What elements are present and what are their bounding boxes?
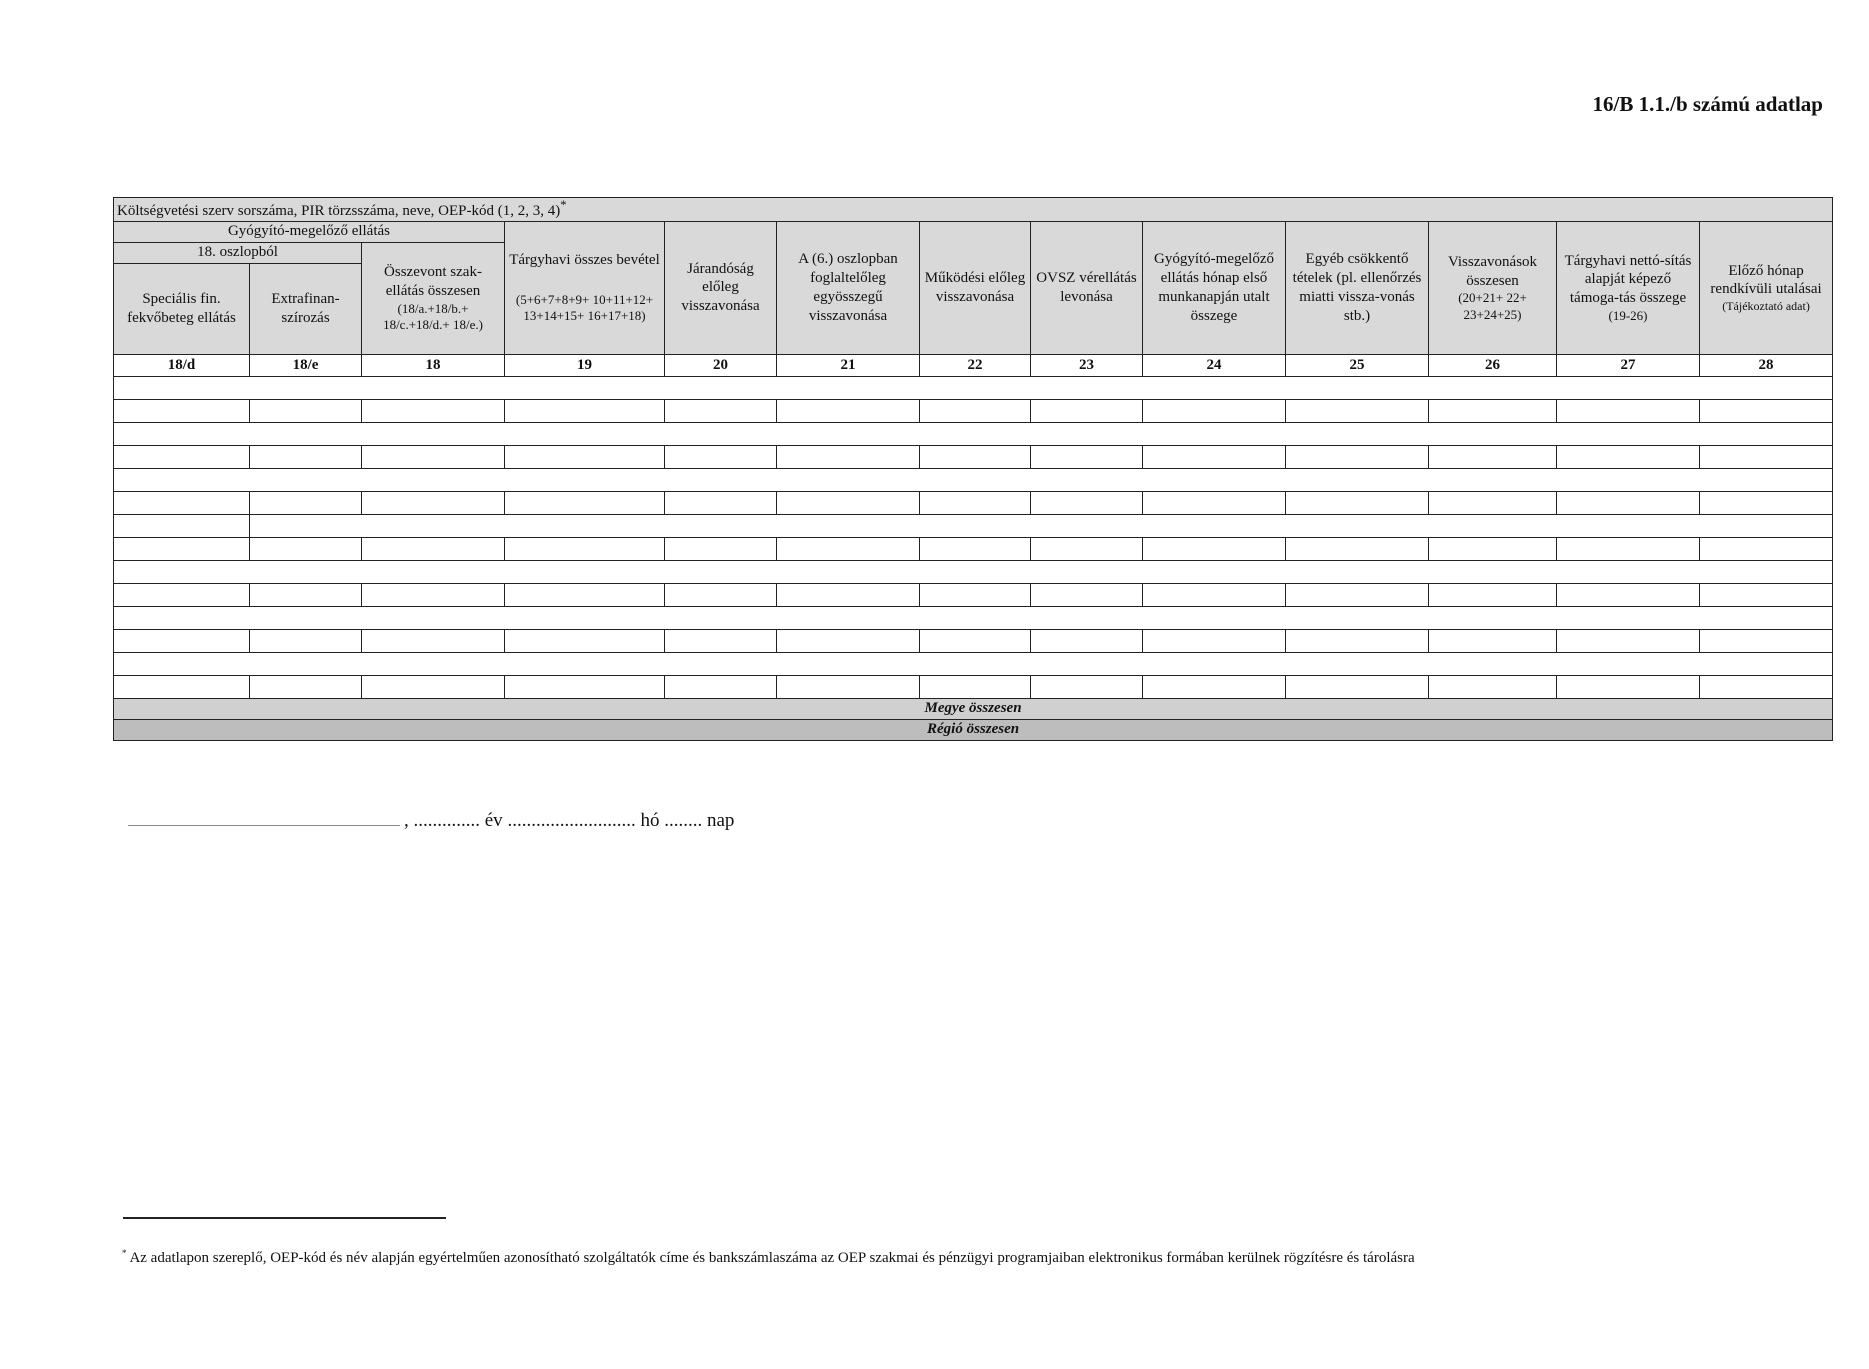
table-cell[interactable] (1031, 399, 1143, 422)
table-cell[interactable] (114, 583, 250, 606)
column-number: 21 (777, 354, 920, 376)
signature-line: , .............. év ........................... hó ........ nap (128, 810, 734, 832)
table-cell[interactable] (362, 537, 505, 560)
table-cell[interactable] (505, 675, 665, 698)
column-number: 23 (1031, 354, 1143, 376)
data-sheet-table (113, 197, 1833, 741)
table-cell[interactable] (114, 652, 1833, 675)
table-cell[interactable] (665, 399, 777, 422)
table-cell[interactable] (1700, 583, 1833, 606)
table-cell[interactable] (1700, 675, 1833, 698)
table-cell[interactable] (665, 491, 777, 514)
column-number-row (114, 354, 1833, 376)
table-cell[interactable] (114, 629, 250, 652)
day-label: nap (706, 810, 735, 831)
table-cell[interactable] (1143, 675, 1286, 698)
table-row (114, 491, 1833, 514)
table-cell[interactable] (114, 514, 250, 537)
table-row (114, 514, 1833, 537)
table-cell[interactable] (114, 537, 250, 560)
header-col-18-label: Összevont szak-ellátás összesen (384, 264, 482, 299)
table-cell[interactable] (250, 445, 362, 468)
header-col-18-formula: (18/a.+18/b.+ 18/c.+18/d.+ 18/e.) (383, 300, 483, 332)
table-row (114, 560, 1833, 583)
table-cell[interactable] (114, 606, 1833, 629)
table-cell[interactable] (114, 491, 250, 514)
table-cell[interactable] (1031, 491, 1143, 514)
form-id: 16/B 1.1./b számú adatlap (1592, 92, 1823, 116)
table-cell[interactable] (1700, 445, 1833, 468)
table-cell[interactable] (665, 583, 777, 606)
header-col-28 (1700, 221, 1833, 354)
table-cell[interactable] (920, 537, 1031, 560)
footnote-marker: * (122, 1248, 127, 1258)
table-cell[interactable] (1429, 399, 1557, 422)
header-col-26-label: Visszavonások összesen (1447, 253, 1538, 289)
header-col-19-formula: (5+6+7+8+9+ 10+11+12+ 13+14+15+ 16+17+18) (515, 291, 654, 324)
table-cell[interactable] (777, 537, 920, 560)
table-cell[interactable] (362, 675, 505, 698)
table-cell[interactable] (920, 583, 1031, 606)
table-cell[interactable] (362, 491, 505, 514)
footnote (122, 1248, 1415, 1267)
footnote-divider (123, 1217, 446, 1219)
header-col-22: Működési előleg visszavonása (920, 221, 1031, 354)
table-cell[interactable] (1700, 399, 1833, 422)
table-cell[interactable] (114, 560, 1833, 583)
table-cell[interactable] (920, 629, 1031, 652)
table-cell[interactable] (114, 399, 250, 422)
header-col-27-formula: (19-26) (1608, 307, 1648, 323)
table-cell[interactable] (362, 445, 505, 468)
table-cell[interactable] (362, 583, 505, 606)
table-cell[interactable] (1286, 445, 1429, 468)
column-number: 26 (1429, 354, 1557, 376)
table-row (114, 468, 1833, 491)
table-cell[interactable] (665, 445, 777, 468)
region-total-row (114, 719, 1833, 740)
table-cell[interactable] (505, 629, 665, 652)
table-row (114, 445, 1833, 468)
footnote-text: Az adatlapon szereplő, OEP-kód és név alapján egyértelműen azonosítható szolgáltatók címe és bankszámlaszáma az OEP szakmai és pénzügyi programjaiban elektronikus formában kerülnek rögzítésre és tárolásra (129, 1250, 1415, 1266)
table-cell[interactable] (920, 675, 1031, 698)
group-header: Gyógyító-megelőző ellátás (114, 221, 505, 242)
table-row (114, 583, 1833, 606)
footnote-marker: * (560, 198, 567, 212)
table-cell[interactable] (1557, 537, 1700, 560)
table-cell[interactable] (250, 583, 362, 606)
subgroup-header: 18. oszlopból (114, 242, 362, 263)
table-cell[interactable] (250, 537, 362, 560)
table-cell[interactable] (505, 399, 665, 422)
table-title-cell (114, 198, 1833, 222)
table-cell[interactable] (1031, 675, 1143, 698)
table-cell[interactable] (1557, 445, 1700, 468)
table-cell[interactable] (505, 537, 665, 560)
table-cell[interactable] (920, 491, 1031, 514)
table-cell[interactable] (1429, 445, 1557, 468)
table-row (114, 652, 1833, 675)
table-cell[interactable] (250, 491, 362, 514)
table-cell[interactable] (114, 376, 1833, 399)
table-cell[interactable] (1700, 491, 1833, 514)
table-cell[interactable] (250, 514, 1833, 537)
column-number: 25 (1286, 354, 1429, 376)
column-number: 27 (1557, 354, 1700, 376)
column-number: 18/e (250, 354, 362, 376)
table-cell[interactable] (1143, 445, 1286, 468)
header-col-19-label: Tárgyhavi összes bevétel (509, 252, 660, 269)
table-cell[interactable] (920, 399, 1031, 422)
table-cell[interactable] (1700, 537, 1833, 560)
table-cell[interactable] (1031, 583, 1143, 606)
table-cell[interactable] (777, 399, 920, 422)
column-number: 20 (665, 354, 777, 376)
table-cell[interactable] (665, 537, 777, 560)
table-cell[interactable] (1286, 675, 1429, 698)
header-col-25: Egyéb csökkentő tételek (pl. ellenőrzés miatti vissza-vonás stb.) (1286, 221, 1429, 354)
table-cell[interactable] (777, 491, 920, 514)
table-cell[interactable] (1286, 537, 1429, 560)
header-col-28-label: Előző hónap rendkívüli utalásai (1710, 262, 1822, 298)
table-cell[interactable] (1143, 399, 1286, 422)
table-cell[interactable] (1557, 491, 1700, 514)
header-col-27 (1557, 221, 1700, 354)
column-number: 19 (505, 354, 665, 376)
header-col-19 (505, 221, 665, 354)
table-row (114, 399, 1833, 422)
table-cell[interactable] (1031, 629, 1143, 652)
table-cell[interactable] (114, 675, 250, 698)
table-cell[interactable] (777, 583, 920, 606)
table-cell[interactable] (250, 629, 362, 652)
table-cell[interactable] (777, 629, 920, 652)
county-total-row (114, 698, 1833, 719)
place-blank[interactable] (128, 825, 400, 826)
table-row (114, 422, 1833, 445)
table-cell[interactable] (114, 468, 1833, 491)
table-cell[interactable] (114, 445, 250, 468)
table-cell[interactable] (1286, 583, 1429, 606)
region-total-label: Régió összesen (114, 719, 1833, 740)
table-cell[interactable] (1557, 675, 1700, 698)
table-title: Költségvetési szerv sorszáma, PIR törzsszáma, neve, OEP-kód (1, 2, 3, 4) (117, 203, 561, 219)
table-cell[interactable] (505, 445, 665, 468)
table-cell[interactable] (1429, 629, 1557, 652)
table-cell[interactable] (665, 675, 777, 698)
column-number: 22 (920, 354, 1031, 376)
header-col-26-formula: (20+21+ 22+ 23+24+25) (1458, 290, 1527, 322)
table-cell[interactable] (362, 629, 505, 652)
table-cell[interactable] (1031, 445, 1143, 468)
column-number: 24 (1143, 354, 1286, 376)
table-cell[interactable] (1557, 629, 1700, 652)
table-row (114, 606, 1833, 629)
header-col-21: A (6.) oszlopban foglaltelőleg egyösszegű visszavonása (777, 221, 920, 354)
table-cell[interactable] (1429, 675, 1557, 698)
table-cell[interactable] (1143, 491, 1286, 514)
header-col-23: OVSZ vérellátás levonása (1031, 221, 1143, 354)
table-row (114, 537, 1833, 560)
table-cell[interactable] (362, 399, 505, 422)
entry-rows (114, 376, 1833, 698)
table-cell[interactable] (1557, 583, 1700, 606)
table-cell[interactable] (920, 445, 1031, 468)
table-cell[interactable] (1286, 491, 1429, 514)
header-col-24: Gyógyító-megelőző ellátás hónap első munkanapján utalt összege (1143, 221, 1286, 354)
month-label: hó (640, 810, 660, 831)
column-number: 18/d (114, 354, 250, 376)
table-cell[interactable] (1286, 399, 1429, 422)
table-cell[interactable] (1143, 583, 1286, 606)
table-row (114, 629, 1833, 652)
county-total-label: Megye összesen (114, 698, 1833, 719)
column-number: 28 (1700, 354, 1833, 376)
header-col-20: Járandóság előleg visszavonása (665, 221, 777, 354)
table-row (114, 376, 1833, 399)
header-col-26 (1429, 221, 1557, 354)
table-cell[interactable] (250, 399, 362, 422)
column-number: 18 (362, 354, 505, 376)
year-label: év (484, 810, 503, 831)
header-col-18 (362, 242, 505, 354)
table-cell[interactable] (1143, 629, 1286, 652)
header-col-27-label: Tárgyhavi nettó-sítás alapját képező támoga-tás összege (1564, 252, 1692, 306)
table-cell[interactable] (114, 422, 1833, 445)
table-cell[interactable] (1286, 629, 1429, 652)
table-cell[interactable] (1143, 537, 1286, 560)
table-row (114, 675, 1833, 698)
table-cell[interactable] (1557, 399, 1700, 422)
header-col-18d: Speciális fin. fekvőbeteg ellátás (114, 263, 250, 354)
table-cell[interactable] (250, 675, 362, 698)
table-cell[interactable] (1429, 537, 1557, 560)
header-col-28-note: (Tájékoztató adat) (1722, 299, 1810, 313)
table-cell[interactable] (1700, 629, 1833, 652)
table-cell[interactable] (777, 675, 920, 698)
table-cell[interactable] (1429, 491, 1557, 514)
table-cell[interactable] (1031, 537, 1143, 560)
table-cell[interactable] (777, 445, 920, 468)
table-cell[interactable] (505, 491, 665, 514)
header-col-18e: Extrafinan-szírozás (250, 263, 362, 354)
table-cell[interactable] (1429, 583, 1557, 606)
table-cell[interactable] (665, 629, 777, 652)
table-cell[interactable] (505, 583, 665, 606)
